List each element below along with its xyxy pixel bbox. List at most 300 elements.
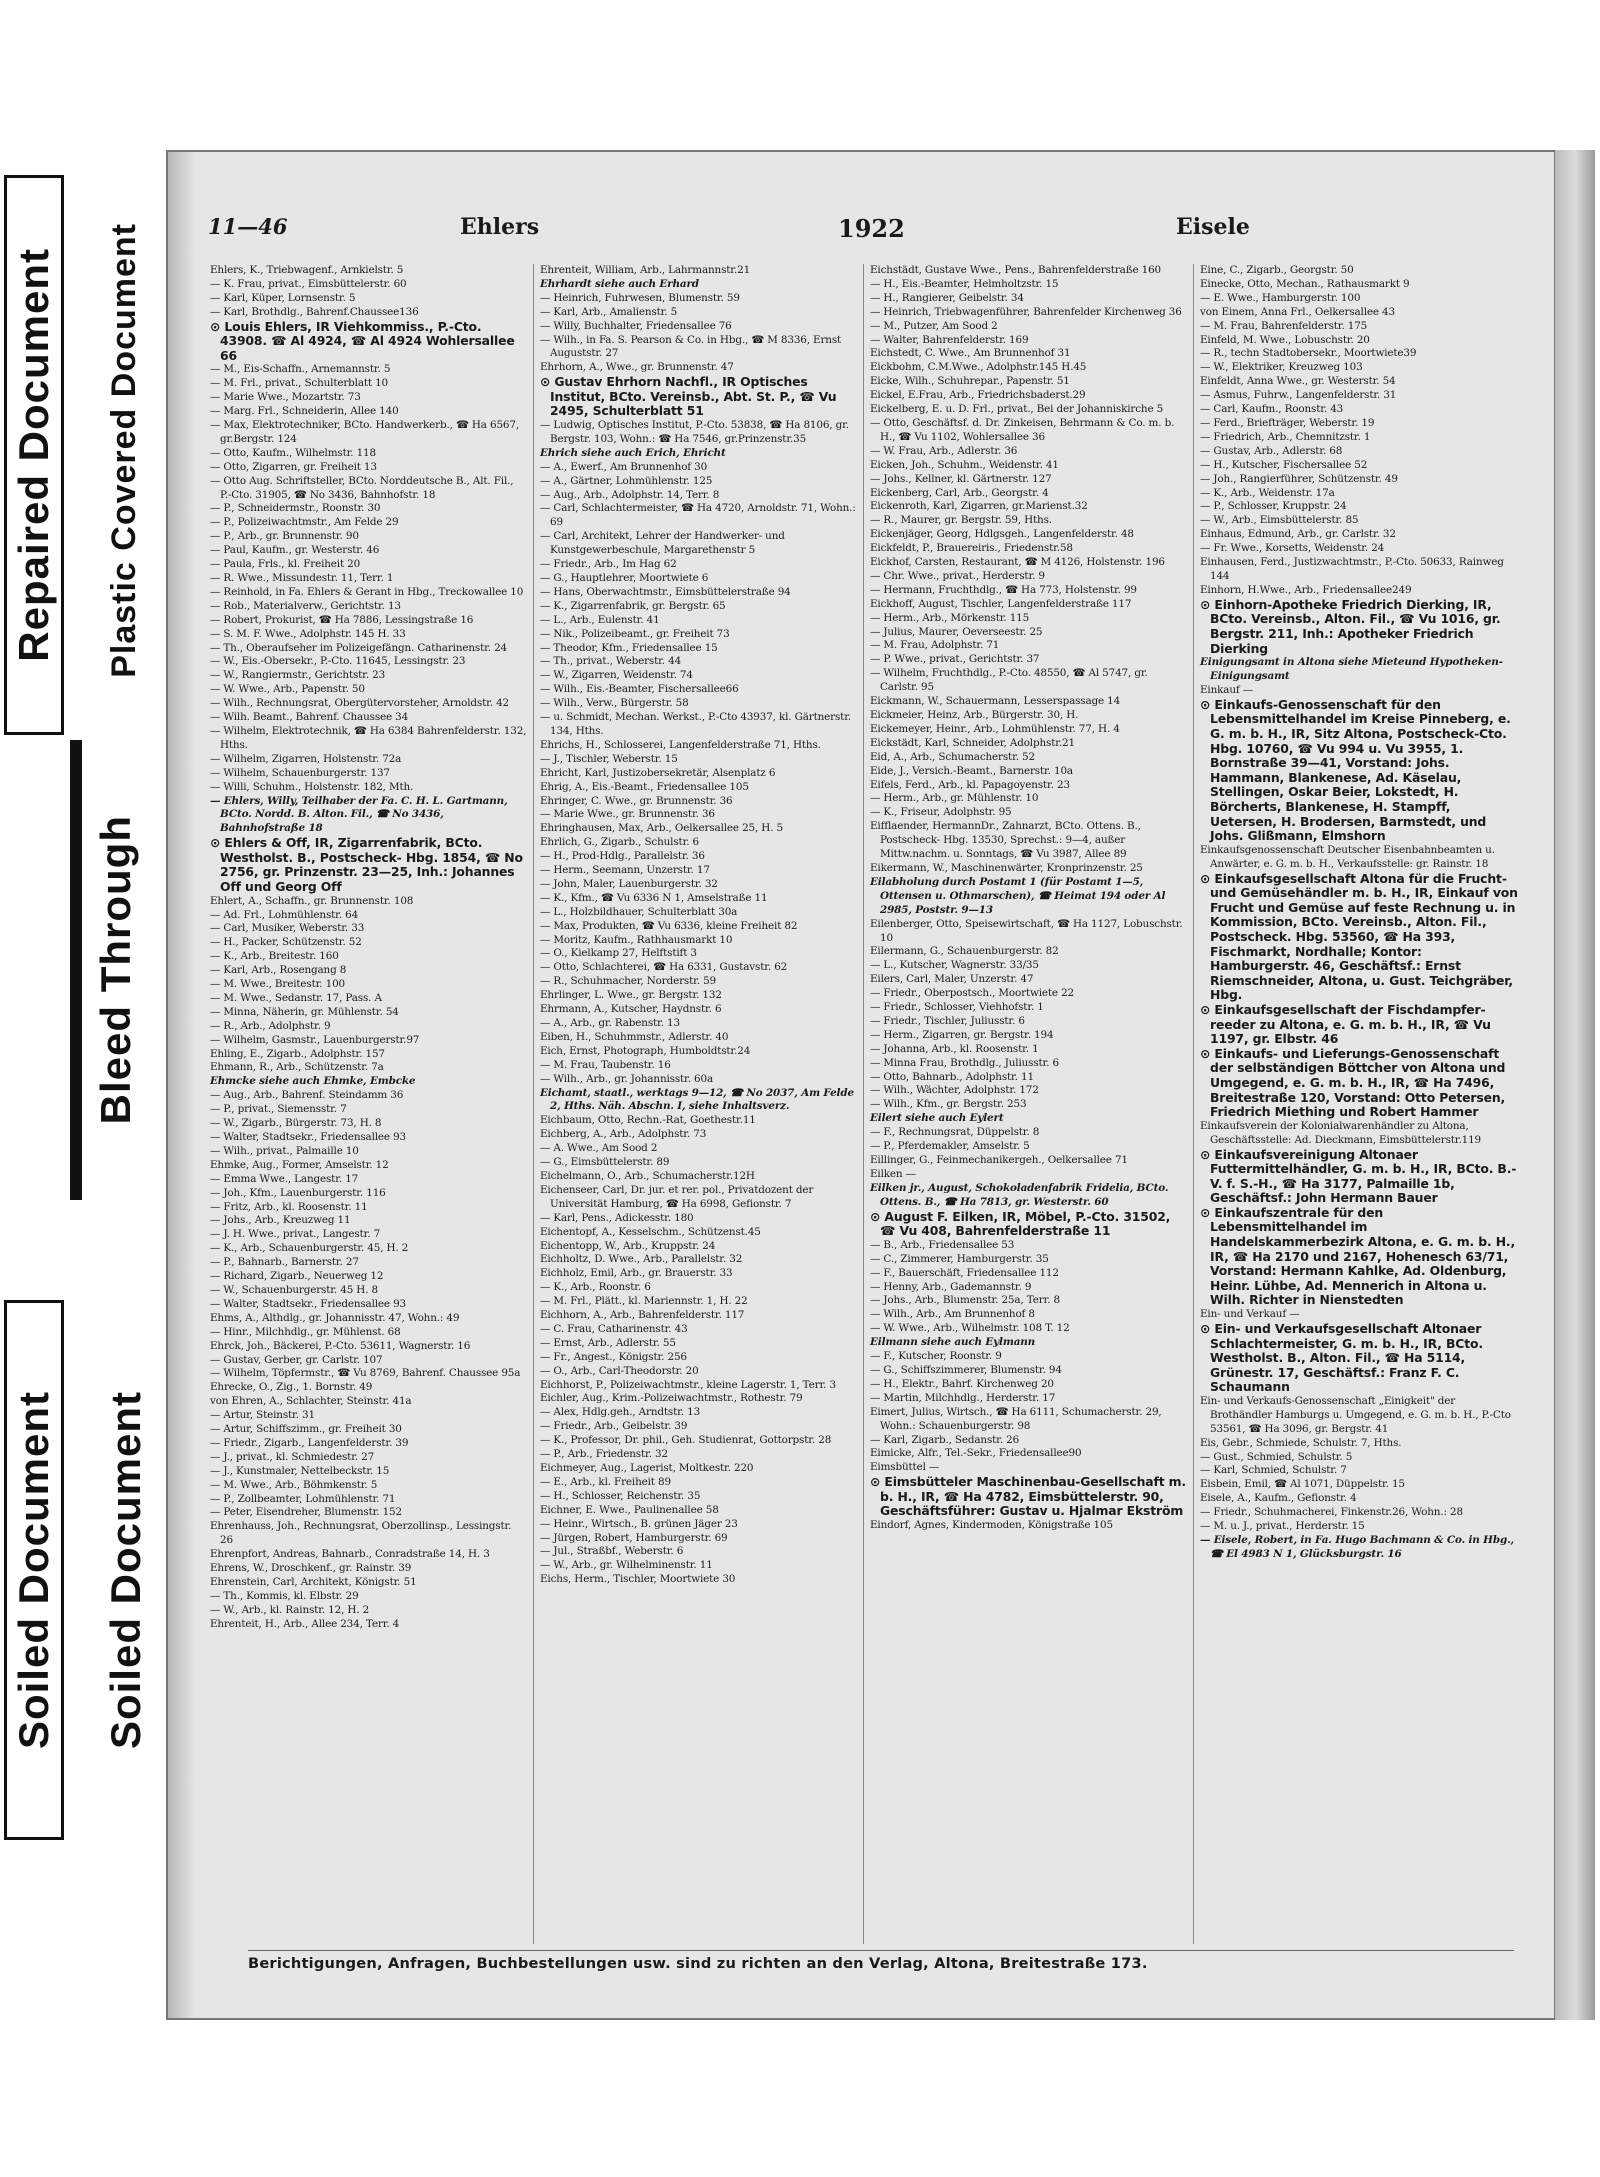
directory-entry: Eisbein, Emil, ☎ Al 1071, Düppelstr. 15 [1200,1478,1405,1491]
directory-entry: — P., Pferdemakler, Amselstr. 5 [870,1140,1030,1153]
directory-entry: Einhorn, H.Wwe., Arb., Friedensallee249 [1200,583,1412,596]
directory-entry: — Walter, Stadtsekr., Friedensallee 93 [210,1297,407,1310]
directory-entry: — J., Tischler, Weberstr. 15 [540,752,678,765]
directory-entry: — Otto, Bahnarb., Adolphstr. 11 [870,1070,1034,1083]
directory-entry: Eine, C., Zigarb., Georgstr. 50 [1200,264,1354,276]
directory-entry: — Paula, Frls., kl. Freiheit 20 [210,558,361,571]
directory-entry: Eifels, Ferd., Arb., kl. Papagoyenstr. 23 [870,778,1070,791]
directory-entry: Ehrecke, O., Zig., 1. Bornstr. 49 [210,1381,373,1394]
directory-entry: — E., Arb., kl. Freiheit 89 [540,1475,671,1488]
directory-entry: Eichstedt, C. Wwe., Am Brunnenhof 31 [870,347,1071,360]
directory-entry: — Julius, Maurer, Oeverseestr. 25 [870,625,1043,638]
directory-entry: — W. Frau, Arb., Adlerstr. 36 [870,444,1018,457]
directory-entry: — Marie Wwe., gr. Brunnenstr. 36 [540,808,715,821]
directory-entry: Eichelmann, O., Arb., Schumacherstr.12H [540,1169,755,1182]
directory-entry: — Herm., Zigarren, gr. Bergstr. 194 [870,1028,1054,1041]
directory-entry: — K., Professor, Dr. phil., Geh. Studienrat, Gottorpstr. 28 [540,1434,832,1447]
directory-entry: — K., Arb., Breitestr. 160 [210,950,339,963]
directory-entry: Eichner, E. Wwe., Paulinenallee 58 [540,1503,719,1516]
directory-entry: — Wilh., Rechnungsrat, Obergütervorsteher, Arnoldstr. 42 [210,697,510,710]
directory-entry: — Aug., Arb., Adolphstr. 14, Terr. 8 [540,488,720,501]
directory-entry: — Fr. Wwe., Korsetts, Weidenstr. 24 [1200,542,1385,555]
directory-entry: — Hinr., Milchhdlg., gr. Mühlenst. 68 [210,1325,401,1338]
directory-entry: Eichberg, A., Arb., Adolphstr. 73 [540,1128,707,1141]
directory-entry: — P., Schneidermstr., Roonstr. 30 [210,502,381,515]
directory-entry: — Theodor, Kfm., Friedensallee 15 [540,641,718,654]
directory-entry: Eickhoff, August, Tischler, Langenfelderstraße 117 [870,597,1132,610]
directory-entry: — Gustav, Gerber, gr. Carlstr. 107 [210,1353,383,1366]
directory-entry: Eichstädt, Gustave Wwe., Pens., Bahrenfelderstraße 160 [870,264,1162,276]
directory-entry: — John, Maler, Lauenburgerstr. 32 [540,877,718,890]
directory-entry: Eickemeyer, Heinr., Arb., Lohmühlenstr. 77, H. 4 [870,722,1120,735]
scanned-page [166,150,1556,2020]
directory-entry: — Wilh. Beamt., Bahrenf. Chaussee 34 [210,711,409,724]
directory-entry: — Karl, Küper, Lornsenstr. 5 [210,291,356,304]
header-last-name: Eisele [1176,214,1250,240]
directory-entry: — K., Arb., Schauenburgerstr. 45, H. 2 [210,1242,409,1255]
directory-entry: — R., Arb., Adolphstr. 9 [210,1019,331,1032]
directory-entry: Ein- und Verkaufs-Genossenschaft „Einigkeit" der Brothändler Hamburgs u. Umgegend, e. G. m. b. H., P.-Cto 53561, ☎ Ha 3096, gr. Bergstr. 41 [1200,1394,1511,1435]
directory-entry: Ehrichs, H., Schlosserei, Langenfelderstraße 71, Hths. [540,738,821,751]
separator-bar [70,740,82,1200]
directory-entry: — Wilh., Kfm., gr. Bergstr. 253 [870,1098,1027,1111]
directory-entry: — Robert, Prokurist, ☎ Ha 7886, Lessingstraße 16 [210,613,474,626]
directory-entry: — Wilh., Arb., gr. Johannisstr. 60a [540,1072,714,1085]
directory-entry: — A., Arb., gr. Rabenstr. 13 [540,1017,680,1029]
directory-entry: Ehricht, Karl, Justizobersekretär, Alsenplatz 6 [540,766,776,779]
directory-entry: — L., Arb., Eulenstr. 41 [540,613,660,626]
directory-entry: Ehlers, K., Triebwagenf., Arnkielstr. 5 [210,264,404,276]
directory-entry: — Ernst, Arb., Adlerstr. 55 [540,1336,676,1349]
directory-entry: Eikermann, W., Maschinenwärter, Kronprinzenstr. 25 [870,861,1143,874]
directory-entry: — W., Eis.-Obersekr., P.-Cto. 11645, Lessingstr. 23 [210,655,466,668]
directory-entry: — Herm., Arb., Mörkenstr. 115 [870,611,1030,624]
directory-entry: — W., Arb., Eimsbüttelerstr. 85 [1200,514,1359,527]
directory-entry: — H., Schlosser, Reichenstr. 35 [540,1489,701,1502]
directory-entry: — A., Ewerf., Am Brunnenhof 30 [540,460,708,473]
directory-columns [204,264,1524,1944]
directory-entry: — M. Wwe., Arb., Böhmkenstr. 5 [210,1478,378,1491]
directory-entry: Eichs, Herm., Tischler, Moortwiete 30 [540,1573,736,1586]
directory-entry: Ehrig, A., Eis.-Beamt., Friedensallee 105 [540,780,749,793]
soiled-document-label-2 [96,1300,156,1840]
directory-entry: — Johs., Kellner, kl. Gärtnerstr. 127 [870,472,1052,485]
directory-entry: — Heinrich, Fuhrwesen, Blumenstr. 59 [540,291,740,304]
directory-entry: Eichbaum, Otto, Rechn.-Rat, Goethestr.11 [540,1114,756,1127]
directory-entry: Ehrhorn, A., Wwe., gr. Brunnenstr. 47 [540,361,734,374]
directory-entry: — Wilhelm, Elektrotechnik, ☎ Ha 6384 Bahrenfelderstr. 132, Hths. [210,724,527,751]
directory-entry: Ehling, E., Zigarb., Adolphstr. 157 [210,1047,385,1060]
directory-entry: — K., Arb., Roonstr. 6 [540,1281,651,1294]
directory-entry: — Karl, Zigarb., Sedanstr. 26 [870,1433,1020,1446]
directory-entry: — O., Arb., Carl-Theodorstr. 20 [540,1364,699,1377]
directory-entry: ⊙ Einkaufs- und Lieferungs-Genossenschaft der selbständigen Böttcher von Altona und Umgegend, e. G. m. b. H., IR, ☎ Ha 7496, Breitestraße 120, Vorstand: Otto Petersen, Friedrich Miething und Robert Hammer [1200,1045,1506,1120]
directory-entry: Eifflaender, HermannDr., Zahnarzt, BCto. Ottens. B., Postscheck- Hbg. 13530, Sprechst.: 9—4, außer Mittw.nachm. u. Sonntags, ☎ Vu 3987, Allee 89 [870,820,1141,861]
directory-entry: Eindorf, Agnes, Kindermoden, Königstraße 105 [870,1519,1113,1531]
directory-entry: — Paul, Kaufm., gr. Westerstr. 46 [210,544,380,557]
directory-entry: — M. Wwe., Breitestr. 100 [210,978,345,991]
directory-entry: Ein- und Verkauf — [1200,1308,1300,1321]
directory-entry: Ehrich siehe auch Erich, Ehricht [540,446,726,459]
directory-entry: Eichmeyer, Aug., Lagerist, Moltkestr. 220 [540,1462,754,1474]
directory-entry: — L., Holzbildhauer, Schulterblatt 30a [540,905,738,918]
directory-entry: — Wilhelm, Gasmstr., Lauenburgerstr.97 [210,1033,420,1046]
directory-entry: Eisele, A., Kaufm., Gefionstr. 4 [1200,1492,1357,1505]
directory-entry: — W., Arb., kl. Rainstr. 12, H. 2 [210,1603,370,1616]
bleed-through-label [86,735,146,1205]
directory-entry: — Reinhold, in Fa. Ehlers & Gerant in Hbg., Treckowallee 10 [210,585,524,598]
directory-entry: Eichamt, staatl., werktags 9—12, ☎ No 2037, Am Felde 2, Hths. Näh. Abschn. I, siehe Inhaltsverz. [540,1086,854,1113]
directory-entry: — Friedr., Zigarb., Langenfelderstr. 39 [210,1436,409,1449]
directory-entry: — Wilh., Arb., Am Brunnenhof 8 [870,1308,1035,1321]
directory-entry: — G., Schiffszimmerer, Blumenstr. 94 [870,1363,1062,1376]
directory-entry: — Walter, Stadtsekr., Friedensallee 93 [210,1131,407,1143]
directory-entry: — R. Wwe., Missundestr. 11, Terr. 1 [210,572,394,584]
directory-entry: — Minna, Näherin, gr. Mühlenstr. 54 [210,1005,399,1018]
directory-entry: — M. Frau, Taubenstr. 16 [540,1058,671,1071]
directory-entry: Eickel, E.Frau, Arb., Friedrichsbaderst.29 [870,389,1086,402]
directory-entry: — Jürgen, Robert, Hamburgerstr. 69 [540,1531,728,1544]
directory-entry: — Max, Produkten, ☎ Vu 6336, kleine Freiheit 82 [540,919,798,932]
directory-entry: Ehrhardt siehe auch Erhard [540,277,699,290]
directory-entry: — P., Arb., gr. Brunnenstr. 90 [210,530,359,543]
directory-entry: ⊙ Ehlers & Off, IR, Zigarrenfabrik, BCto. Westholst. B., Postscheck- Hbg. 1854, ☎ No 2756, gr. Prinzenstr. 23—25, Inh.: Johannes Off und Georg Off [210,835,523,894]
directory-entry: Ehringer, C. Wwe., gr. Brunnenstr. 36 [540,794,733,807]
directory-column-3 [864,264,1194,1944]
directory-entry: — Marg. Frl., Schneiderin, Allee 140 [210,405,399,418]
directory-entry: — F., Bauerschäft, Friedensallee 112 [870,1266,1059,1279]
directory-entry: — Willy, Buchhalter, Friedensallee 76 [540,319,732,332]
directory-entry: — Fritz, Arb., kl. Roosenstr. 11 [210,1200,368,1213]
directory-entry: — K., Arb., Weidenstr. 17a [1200,486,1335,499]
directory-entry: — Ad. Frl., Lohmühlenstr. 64 [210,908,359,921]
directory-entry: Ehmann, R., Arb., Schützenstr. 7a [210,1061,384,1074]
directory-entry: Ehrenteit, H., Arb., Allee 234, Terr. 4 [210,1617,400,1630]
directory-entry: ⊙ Einkaufsgesellschaft der Fischdampferreeder zu Altona, e. G. m. b. H., IR, ☎ Vu 1197, gr. Elbstr. 46 [1200,1001,1491,1047]
directory-entry: — K., Friseur, Adolphstr. 95 [870,806,1012,819]
directory-entry: — Walter, Bahrenfelderstr. 169 [870,333,1029,346]
directory-entry: Eickmeier, Heinz, Arb., Bürgerstr. 30, H. [870,709,1079,721]
directory-entry: von Einem, Anna Frl., Oelkersallee 43 [1200,305,1395,318]
directory-entry: — W. Wwe., Arb., Papenstr. 50 [210,683,365,696]
directory-entry: — Joh., Kfm., Lauenburgerstr. 116 [210,1186,386,1199]
directory-entry: Ehrenteit, William, Arb., Lahrmannstr.21 [540,264,751,276]
directory-entry: ⊙ Ein- und Verkaufsgesellschaft Altonaer Schlachtermeister, G. m. b. H., IR, BCto. Westholst. B., Alton. Fil., ☎ Ha 5114, Grünestr. 17, Geschäftsf.: Franz F. C. Schaumann [1200,1320,1483,1395]
directory-entry: Eilers, Carl, Maler, Unzerstr. 47 [870,973,1034,986]
directory-entry: — Wilhelm, Zigarren, Holstenstr. 72a [210,752,402,765]
directory-entry: — Wilhelm, Schauenburgerstr. 137 [210,766,390,779]
directory-entry: — W., Elektriker, Kreuzweg 103 [1200,361,1363,374]
directory-entry: — Rob., Materialverw., Gerichtstr. 13 [210,599,401,612]
directory-entry: — P., Zollbeamter, Lohmühlenstr. 71 [210,1492,396,1505]
directory-entry: Eid, A., Arb., Schumacherstr. 52 [870,750,1035,763]
repaired-document-label [4,175,64,735]
directory-entry: Ehrlinger, L. Wwe., gr. Bergstr. 132 [540,989,722,1002]
directory-entry: Eich, Ernst, Photograph, Humboldtstr.24 [540,1044,751,1057]
bleed-through-text: Bleed Through [92,815,139,1125]
directory-entry: — Wilhelm, Fruchthdlg., P.-Cto. 48550, ☎ Al 5747, gr. Carlstr. 95 [870,667,1148,694]
directory-entry: — Johs., Arb., Blumenstr. 25a, Terr. 8 [870,1294,1060,1307]
directory-entry: — P., Polizeiwachtmstr., Am Felde 29 [210,516,399,529]
directory-entry: — Willi, Schuhm., Holstenstr. 182, Mth. [210,780,414,793]
page-header [208,214,1514,254]
directory-entry: Eilken — [870,1167,916,1180]
soiled-document-label [4,1300,64,1840]
directory-entry: — R., Schuhmacher, Norderstr. 59 [540,975,717,988]
directory-column-2 [534,264,864,1944]
directory-entry: — u. Schmidt, Mechan. Werkst., P.-Cto 43937, kl. Gärtnerstr. 134, Hths. [540,711,852,737]
directory-entry: — K. Frau, privat., Eimsbüttelerstr. 60 [210,277,407,290]
directory-entry: — F., Rechnungsrat, Düppelstr. 8 [870,1126,1040,1139]
directory-entry: Eimicke, Alfr., Tel.-Sekr., Friedensallee90 [870,1447,1082,1460]
directory-entry: — A., Gärtner, Lohmühlenstr. 125 [540,474,713,487]
directory-entry: — Emma Wwe., Langestr. 17 [210,1172,359,1185]
directory-entry: — H., Eis.-Beamter, Helmholtzstr. 15 [870,277,1059,290]
directory-column-1 [204,264,534,1944]
directory-entry: Eilermann, G., Schauenburgerstr. 82 [870,945,1059,958]
directory-entry: — W., Schauenburgerstr. 45 H. 8 [210,1283,378,1296]
directory-entry: — Marie Wwe., Mozartstr. 73 [210,391,361,404]
directory-entry: — Herm., Seemann, Unzerstr. 17 [540,864,710,877]
directory-entry: — Max, Elektrotechniker, BCto. Handwerkerb., ☎ Ha 6567, gr.Bergstr. 124 [210,419,519,445]
directory-entry: — Carl, Musiker, Weberstr. 33 [210,922,365,935]
directory-entry: Ehrck, Joh., Bäckerei, P.-Cto. 53611, Wagnerstr. 16 [210,1339,471,1352]
directory-entry: Ehrmann, A., Kutscher, Haydnstr. 6 [540,1003,722,1016]
directory-entry: Ehrenstein, Carl, Architekt, Königstr. 51 [210,1576,417,1588]
directory-entry: ⊙ Einhorn-Apotheke Friedrich Dierking, IR, BCto. Vereinsb., Alton. Fil., ☎ Vu 1016, gr. Bergstr. 211, Inh.: Apotheker Friedrich Dierking [1200,596,1501,656]
directory-entry: von Ehren, A., Schlachter, Steinstr. 41a [210,1395,412,1408]
directory-entry: ⊙ Einkaufs-Genossenschaft für den Lebensmittelhandel im Kreise Pinneberg, e. G. m. b. H., IR, Sitz Altona, Postscheck-Cto. Hbg. 10760, ☎ Vu 994 u. Vu 3955, 1. Bornstraße 39—41, Vorstand: Johs. Hammann, Blankenese, Ad. Käselau, Stellingen, Oskar Beier, Lokstedt, H. Börcherts, Blankenese, H. Stampff, Uetersen, H. Brodersen, Barmstedt, und Johs. Glißmann, Elmshorn [1200,696,1511,844]
directory-entry: — Karl, Arb., Amalienstr. 5 [540,305,678,318]
directory-entry: — Karl, Schmied, Schulstr. 7 [1200,1464,1347,1477]
directory-entry: Ehlert, A., Schaffn., gr. Brunnenstr. 108 [210,894,414,907]
directory-entry: — Aug., Arb., Bahrenf. Steindamm 36 [210,1089,404,1102]
directory-entry: Eicke, Wilh., Schuhrepar., Papenstr. 51 [870,375,1070,388]
directory-entry: Eickenjäger, Georg, Hdlgsgeh., Langenfelderstr. 48 [870,528,1134,541]
directory-entry: — Alex, Hdlg.geh., Arndtstr. 13 [540,1406,701,1419]
page-number: 11—46 [208,214,288,239]
directory-entry: Einigungsamt in Altona siehe Mieteund Hypotheken-Einigungsamt [1200,656,1503,683]
directory-entry: — M. Frl., privat., Schulterblatt 10 [210,377,389,390]
plastic-covered-label [96,170,152,730]
directory-entry: Eilmann siehe auch Eylmann [870,1336,1036,1349]
plastic-covered-text: Plastic Covered Document [104,222,143,678]
directory-entry: Eickenroth, Karl, Zigarren, gr.Marienst.32 [870,500,1088,513]
directory-entry: — Friedr., Oberpostsch., Moortwiete 22 [870,987,1074,1000]
directory-entry: — Henny, Arb., Gademannstr. 9 [870,1280,1032,1293]
directory-entry: — Joh., Rangierführer, Schützenstr. 49 [1200,472,1398,485]
directory-entry: — Otto, Schlachterei, ☎ Ha 6331, Gustavstr. 62 [540,961,788,974]
directory-entry: Eichentopf, A., Kesselschm., Schützenst.45 [540,1225,761,1238]
directory-entry: — Ehlers, Willy, Teilhaber der Fa. C. H. L. Gartmann, BCto. Nordd. B. Alton. Fil., ☎ No 3436, Bahnhofstraße 18 [210,794,508,835]
directory-entry: — Herm., Arb., gr. Mühlenstr. 10 [870,792,1039,805]
directory-entry: — J., privat., kl. Schmiedestr. 27 [210,1450,375,1463]
directory-entry: — Chr. Wwe., privat., Herderstr. 9 [870,569,1045,582]
directory-column-4 [1194,264,1524,1944]
directory-entry: Eimsbüttel — [870,1461,940,1474]
directory-entry: — M. Frl., Plätt., kl. Mariennstr. 1, H. 22 [540,1295,748,1308]
directory-entry: — H., Kutscher, Fischersallee 52 [1200,458,1368,471]
directory-entry: Ehms, A., Althdlg., gr. Johannisstr. 47, Wohn.: 49 [210,1311,460,1324]
directory-entry: — F., Kutscher, Roonstr. 9 [870,1350,1002,1363]
directory-entry: Eilabholung durch Postamt 1 (für Postamt 1—5, Ottensen u. Othmarschen), ☎ Heimat 194 oder Al 2985, Poststr. 9—13 [870,875,1166,916]
directory-entry: Eichhorst, P., Polizeiwachtmstr., kleine Lagerstr. 1, Terr. 3 [540,1378,836,1391]
directory-entry: — Heinrich, Triebwagenführer, Bahrenfelder Kirchenweg 36 [870,305,1182,318]
directory-entry: — Th., Oberaufseher im Polizeigefängn. Catharinenstr. 24 [210,641,508,654]
directory-entry: — M. Wwe., Sedanstr. 17, Pass. A [210,991,382,1004]
directory-entry: Eickhof, Carsten, Restaurant, ☎ M 4126, Holstenstr. 196 [870,556,1165,569]
directory-entry: — Fr., Angest., Königstr. 256 [540,1350,687,1363]
directory-entry: Einhaus, Edmund, Arb., gr. Carlstr. 32 [1200,528,1396,541]
directory-entry: — Friedr., Arb., Geibelstr. 39 [540,1420,688,1433]
directory-entry: — Karl, Brothdlg., Bahrenf.Chaussee136 [210,305,419,318]
directory-entry: — M. Frau, Adolphstr. 71 [870,639,1000,652]
directory-entry: ⊙ Eimsbütteler Maschinenbau-Gesellschaft m. b. H., IR, ☎ Ha 4782, Eimsbüttelerstr. 90, Geschäftsführer: Gustav u. Hjalmar Ekström [870,1474,1186,1519]
directory-entry: — Otto, Zigarren, gr. Freiheit 13 [210,460,377,473]
directory-entry: — Karl, Arb., Rosengang 8 [210,964,347,977]
directory-entry: — Carl, Schlachtermeister, ☎ Ha 4720, Arnoldstr. 71, Wohn.: 69 [540,502,856,529]
directory-entry: — Ludwig, Optisches Institut, P.-Cto. 53838, ☎ Ha 8106, gr. Bergstr. 103, Wohn.: ☎ Ha 7546, gr.Prinzenstr.35 [540,419,849,445]
directory-entry: — P., Arb., Friedenstr. 32 [540,1448,668,1461]
directory-entry: Eickenberg, Carl, Arb., Georgstr. 4 [870,486,1049,499]
directory-entry: — K., Kfm., ☎ Vu 6336 N 1, Amselstraße 11 [540,891,768,904]
directory-entry: Ehrlich, G., Zigarb., Schulstr. 6 [540,836,700,849]
directory-entry: — C. Frau, Catharinenstr. 43 [540,1322,688,1335]
directory-entry: Eimert, Julius, Wirtsch., ☎ Ha 6111, Schumacherstr. 29, Wohn.: Schauenburgerstr. 98 [870,1405,1162,1432]
directory-entry: — Johs., Arb., Kreuzweg 11 [210,1214,351,1227]
directory-entry: Einfeld, M. Wwe., Lobuschstr. 20 [1200,333,1370,346]
directory-entry: — Wilh., Eis.-Beamter, Fischersallee66 [540,683,739,696]
directory-entry: — M., Eis-Schaffn., Arnemannstr. 5 [210,363,391,376]
header-year: 1922 [838,214,905,243]
directory-entry: — Richard, Zigarb., Neuerweg 12 [210,1270,384,1283]
directory-entry: — Otto, Kaufm., Wilhelmstr. 118 [210,446,376,459]
directory-entry: — Karl, Pens., Adickesstr. 180 [540,1211,694,1224]
directory-entry: — Eisele, Robert, in Fa. Hugo Bachmann & Co. in Hbg., ☎ El 4983 N 1, Glücksburgstr. 16 [1200,1533,1515,1560]
directory-entry: — J., Kunstmaler, Nettelbeckstr. 15 [210,1464,390,1477]
directory-entry: Eickelberg, E. u. D. Frl., privat., Bei der Johanniskirche 5 [870,403,1164,416]
directory-entry: — Wilh., in Fa. S. Pearson & Co. in Hbg., ☎ M 8336, Ernst Auguststr. 27 [540,333,842,360]
directory-entry: Eichenseer, Carl, Dr. jur. et rer. pol., Privatdozent der Universität Hamburg, ☎ Ha 6998, Gefionstr. 7 [540,1183,814,1210]
directory-entry: Ehrens, W., Droschkenf., gr. Rainstr. 39 [210,1562,412,1575]
directory-entry: — W. Wwe., Arb., Wilhelmstr. 108 T. 12 [870,1322,1070,1335]
directory-entry: Einkaufsgenossenschaft Deutscher Eisenbahnbeamten u. Anwärter, e. G. m. b. H., Verkaufsstelle: gr. Rainstr. 18 [1200,843,1495,870]
directory-entry: — Friedr., Schlosser, Viehhofstr. 1 [870,1001,1044,1014]
directory-entry: ⊙ Einkaufsgesellschaft Altona für die Frucht- und Gemüsehändler m. b. H., IR, Einkauf von Frucht und Gemüse auf feste Rechnung u. in Kommission, BCto. Vereinsb., Alton. Fil., Postscheck. Hbg. 53560, ☎ Ha 393, Fischmarkt, Nordhalle; Kontor: Hamburgerstr. 46, Geschäftsf.: Ernst Riemschneider, Altona, u. Gust. Teichgräber, Hbg. [1200,870,1518,1003]
directory-entry: — Artur, Steinstr. 31 [210,1409,315,1422]
directory-entry: — R., techn Stadtobersekr., Moortwiete39 [1200,347,1417,360]
directory-entry: — M. u. J., privat., Herderstr. 15 [1200,1520,1365,1533]
directory-entry: Eilken jr., August, Schokoladenfabrik Fridelia, BCto. Ottens. B., ☎ Ha 7813, gr. Westerstr. 60 [870,1181,1169,1208]
directory-entry: — Artur, Schiffszimm., gr. Freiheit 30 [210,1423,402,1436]
directory-entry: — S. M. F. Wwe., Adolphstr. 145 H. 33 [210,627,406,640]
directory-entry: Ehmke, Aug., Former, Amselstr. 12 [210,1158,389,1171]
directory-entry: — Johanna, Arb., kl. Roosenstr. 1 [870,1042,1039,1055]
directory-entry: ⊙ Gustav Ehrhorn Nachfl., IR Optisches Institut, BCto. Vereinsb., Abt. St. P., ☎ Vu 2495, Schulterblatt 51 [540,374,837,419]
directory-entry: Eiben, H., Schuhmmstr., Adlerstr. 40 [540,1030,729,1043]
directory-entry: Eis, Gebr., Schmiede, Schulstr. 7, Hths. [1200,1436,1402,1449]
directory-entry: — Moritz, Kaufm., Rathhausmarkt 10 [540,933,733,946]
directory-entry: — H., Prod-Hdlg., Parallelstr. 36 [540,850,705,863]
directory-entry: — Otto, Geschäftsf. d. Dr. Zinkeisen, Behrmann & Co. m. b. H., ☎ Vu 1102, Wohlersallee 36 [870,416,1175,443]
directory-entry: — Heinr., Wirtsch., B. grünen Jäger 23 [540,1517,738,1530]
page-gutter-shadow [168,152,196,2018]
directory-entry: — H., Rangierer, Geibelstr. 34 [870,291,1024,304]
directory-entry: — P., Bahnarb., Barnerstr. 27 [210,1256,359,1269]
directory-entry: — C., Zimmerer, Hamburgerstr. 35 [870,1252,1049,1265]
directory-entry: — W., Zigarb., Bürgerstr. 73, H. 8 [210,1117,382,1130]
directory-entry: — Martin, Milchhdlg., Herderstr. 17 [870,1391,1056,1404]
directory-entry: — P., Schlosser, Kruppstr. 24 [1200,500,1347,513]
directory-entry: — P., privat., Siemensstr. 7 [210,1103,347,1116]
directory-entry: Eichler, Aug., Krim.-Polizeiwachtmstr., Rothestr. 79 [540,1392,803,1405]
directory-entry: Eilert siehe auch Eylert [870,1112,1004,1125]
directory-entry: Ehringhausen, Max, Arb., Oelkersallee 25, H. 5 [540,822,783,835]
directory-entry: — Friedr., Schuhmacherei, Finkenstr.26, Wohn.: 28 [1200,1506,1463,1519]
directory-entry: Einkauf — [1200,683,1253,696]
directory-entry: ⊙ Louis Ehlers, IR Viehkommiss., P.-Cto. 43908. ☎ Al 4924, ☎ Al 4924 Wohlersallee 66 [210,318,515,363]
soiled-document-text: Soiled Document [10,1390,57,1750]
publisher-footer: Berichtigungen, Anfragen, Buchbestellungen usw. sind zu richten an den Verlag, Altona, Breitestraße 173. [248,1950,1514,1972]
directory-entry: — J. H. Wwe., privat., Langestr. 7 [210,1228,381,1241]
directory-entry: Einkaufsverein der Kolonialwarenhändler zu Altona, Geschäftsstelle: Ad. Dieckmann, Eimsbüttelerstr.119 [1200,1119,1482,1146]
directory-entry: — Asmus, Fuhrw., Langenfelderstr. 31 [1200,389,1397,402]
directory-entry: — Wilh., Wächter, Adolphstr. 172 [870,1084,1039,1097]
directory-entry: Eichhorn, A., Arb., Bahrenfelderstr. 117 [540,1309,745,1322]
directory-entry: — Carl, Architekt, Lehrer der Handwerker- und Kunstgewerbeschule, Margarethenstr 5 [540,530,785,557]
repaired-document-text: Repaired Document [10,248,57,662]
directory-entry: Eide, J., Versich.-Beamt., Barnerstr. 10a [870,764,1073,777]
directory-entry: — R., Maurer, gr. Bergstr. 59, Hths. [870,514,1052,527]
directory-entry: — Friedr., Arb., Im Hag 62 [540,558,677,571]
directory-entry: Eicken, Joh., Schuhm., Weidenstr. 41 [870,458,1059,471]
directory-entry: — Peter, Eisendreher, Blumenstr. 152 [210,1506,402,1519]
directory-entry: — Minna Frau, Brothdlg., Juliusstr. 6 [870,1056,1059,1069]
directory-entry: — W., Zigarren, Weidenstr. 74 [540,669,693,682]
directory-entry: — Friedrich, Arb., Chemnitzstr. 1 [1200,430,1371,443]
directory-entry: — Jul., Straßbf., Weberstr. 6 [540,1545,684,1558]
directory-entry: Eickstädt, Karl, Schneider, Adolphstr.21 [870,736,1075,749]
directory-entry: Eichentopp, W., Arb., Kruppstr. 24 [540,1239,716,1252]
directory-entry: — W., Arb., gr. Wilhelminenstr. 11 [540,1559,713,1572]
directory-entry: — A. Wwe., Am Sood 2 [540,1142,658,1155]
directory-entry: Ehrenpfort, Andreas, Bahnarb., Conradstraße 14, H. 3 [210,1548,490,1561]
directory-entry: — G., Eimsbüttelerstr. 89 [540,1156,670,1169]
directory-entry: Eillinger, G., Feinmechanikergeh., Oelkersallee 71 [870,1154,1128,1166]
directory-entry: ⊙ August F. Eilken, IR, Möbel, P.-Cto. 31502, ☎ Vu 408, Bahrenfelderstraße 11 [870,1208,1171,1239]
directory-entry: — Gust., Schmied, Schulstr. 5 [1200,1450,1353,1463]
directory-entry: — P. Wwe., privat., Gerichtstr. 37 [870,653,1040,666]
directory-entry: Einhausen, Ferd., Justizwachtmstr., P.-Cto. 50633, Rainweg 144 [1200,556,1504,582]
header-first-name: Ehlers [460,214,540,240]
directory-entry: Eickbohm, C.M.Wwe., Adolphstr.145 H.45 [870,361,1087,374]
directory-entry: Eickmann, W., Schauermann, Lesserspassage 14 [870,695,1121,708]
directory-entry: — Hans, Oberwachtmstr., Eimsbüttelerstraße 94 [540,585,791,598]
directory-entry: — Th., privat., Weberstr. 44 [540,655,682,668]
directory-entry: Ehrenhauss, Joh., Rechnungsrat, Oberzollinsp., Lessingstr. 26 [210,1520,512,1547]
directory-entry: — K., Zigarrenfabrik, gr. Bergstr. 65 [540,599,726,612]
directory-entry: — H., Packer, Schützenstr. 52 [210,936,362,949]
directory-entry: — H., Elektr., Bahrf. Kirchenweg 20 [870,1377,1054,1390]
directory-entry: ⊙ Einkaufszentrale für den Lebensmittelhandel im Handelskammerbezirk Altona, e. G. m. b. H., IR, ☎ Ha 2170 und 2167, Hohenesch 63/71, Vorstand: Hermann Kahlke, Ad. Oldenburg, Heinr. Lühbe, Ad. Mennerich in Altona u. Wilh. Richter in Nienstedten [1200,1204,1516,1308]
directory-entry: — Nik., Polizeibeamt., gr. Freiheit 73 [540,627,730,640]
directory-entry: — Wilh., privat., Palmaille 10 [210,1144,359,1157]
directory-entry: — Wilh., Verw., Bürgerstr. 58 [540,697,689,710]
directory-entry: Einecke, Otto, Mechan., Rathausmarkt 9 [1200,277,1410,290]
directory-entry: — Friedr., Tischler, Juliusstr. 6 [870,1014,1025,1027]
directory-entry: — Hermann, Fruchthdlg., ☎ Ha 773, Holstenstr. 99 [870,583,1137,596]
directory-entry: — M. Frau, Bahrenfelderstr. 175 [1200,319,1368,332]
